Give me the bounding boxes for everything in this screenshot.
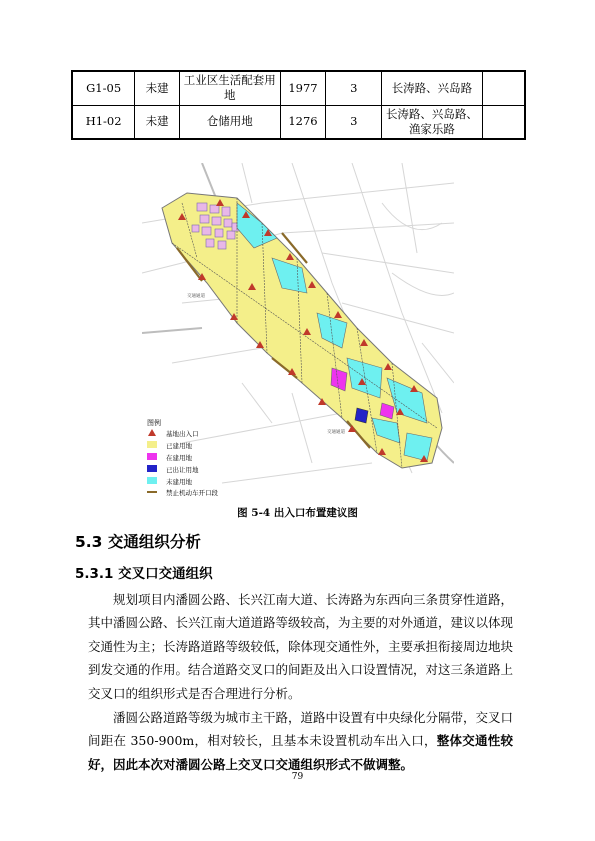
cell-status: 未建 (135, 105, 180, 139)
legend-label: 未建用地 (166, 478, 192, 486)
cell-count: 3 (326, 71, 382, 105)
entrance-layout-map (142, 163, 454, 503)
figure-caption: 图 5-4 出入口布置建议图 (237, 507, 358, 519)
cell-id: G1-05 (72, 71, 135, 105)
legend-label: 已出让用地 (166, 466, 199, 474)
cell-roads: 长涛路、兴岛路、渔家乐路 (382, 105, 483, 139)
table-row (72, 105, 525, 139)
cell-id: H1-02 (72, 105, 135, 139)
legend-label: 禁止机动车开口段 (166, 489, 218, 497)
paragraph-text: 潘圆公路道路等级为城市主干路，道路中设置有中央绿化分隔带，交叉口间距在 350-900m，相对较长，且基本未设置机动车出入口， (88, 710, 514, 749)
table-row (72, 71, 525, 105)
land-use-table (71, 70, 526, 140)
paragraph: 规划项目内潘圆公路、长兴江南大道、长涛路为东西向三条贯穿性道路，其中潘圆公路、长兴江南大道道路等级较高，为主要的对外通道，建议以体现交通性为主；长涛路道路等级较低，除体现交通性外，主要承担衔接周边地块到发交通的作用。结合道路交叉口的间距及出入口设置情况，对这三条道路上交叉口的组织形式是否合理进行分析。 (88, 592, 514, 701)
subsection-title: 交叉口交通组织 (118, 566, 213, 582)
section-title: 交通组织分析 (107, 533, 201, 551)
paragraph (88, 706, 513, 776)
cell-area: 1276 (280, 105, 326, 139)
section-heading (75, 530, 201, 552)
cell-roads: 长涛路、兴岛路 (382, 71, 483, 105)
sold-parcels (355, 408, 368, 423)
map-road-label: 交通通道 (187, 294, 205, 299)
legend-label: 已建用地 (166, 442, 192, 450)
cell-use: 仓储用地 (180, 105, 280, 139)
cell-note (482, 105, 525, 139)
paragraph-bold-text: 整体交通性较好，因此本次对潘圆公路上交叉口交通组织形式不做调整。 (88, 733, 513, 772)
sold-swatch (147, 465, 157, 472)
section-number: 5.3 (75, 533, 103, 551)
subsection-heading (75, 562, 213, 582)
cell-use: 工业区生活配套用地 (180, 71, 280, 105)
cell-count: 3 (326, 105, 382, 139)
cell-note (482, 71, 525, 105)
built-swatch (147, 441, 157, 448)
legend-label: 在建用地 (166, 454, 192, 462)
cell-status: 未建 (135, 71, 180, 105)
page-number: 79 (291, 772, 304, 782)
under-construction-swatch (147, 453, 157, 460)
legend-label: 基地出入口 (166, 430, 199, 438)
map-road-label: 交通通道 (327, 430, 345, 435)
unbuilt-swatch (147, 477, 157, 484)
subsection-number: 5.3.1 (75, 566, 114, 582)
legend-title: 图例 (147, 419, 161, 427)
cell-area: 1977 (280, 71, 326, 105)
